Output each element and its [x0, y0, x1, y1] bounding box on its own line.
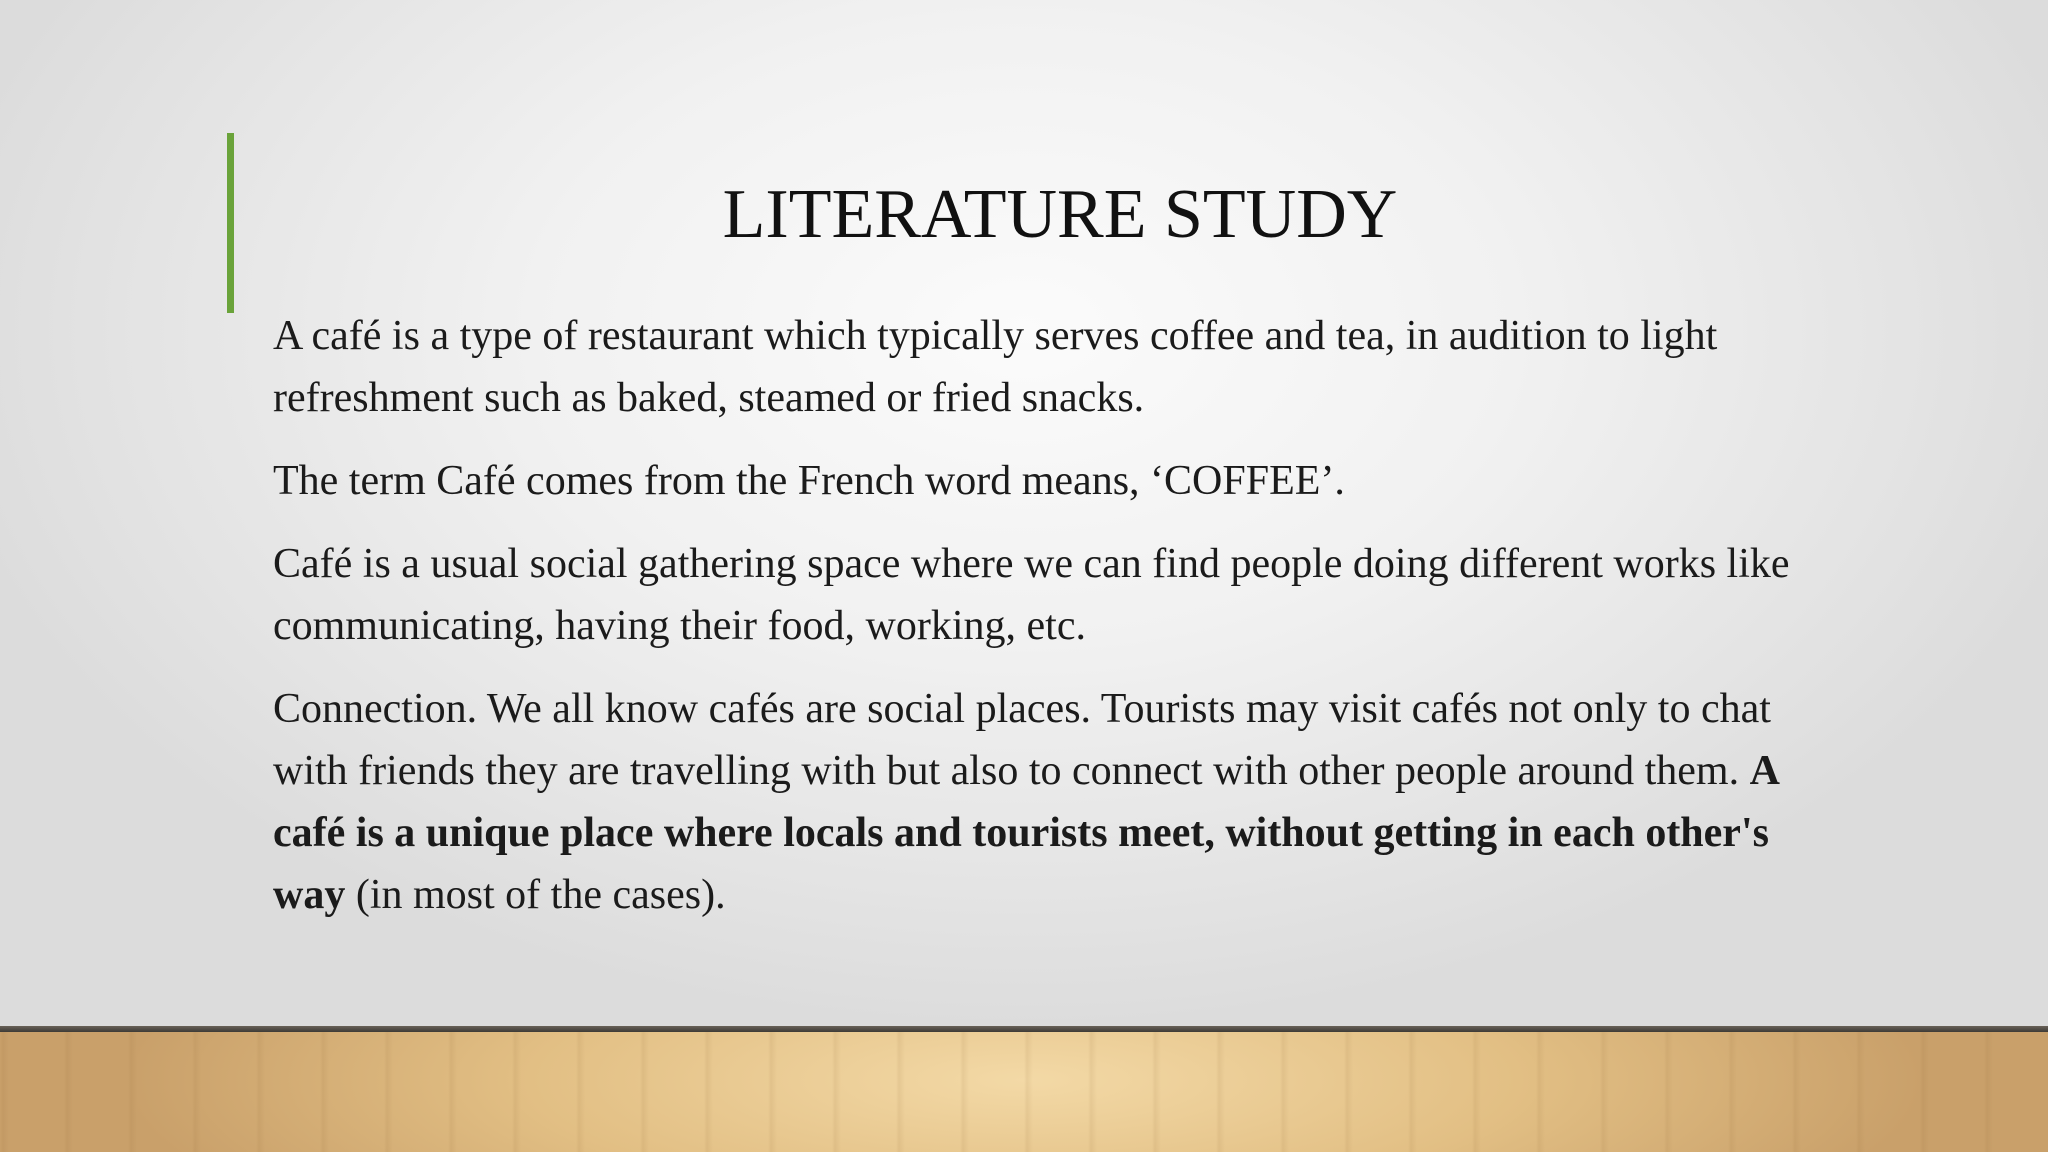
slide-body — [273, 305, 1833, 947]
paragraph-cafe-definition: A café is a type of restaurant which typically serves coffee and tea, in audition to light refreshment such as baked, steamed or fried snacks. — [273, 313, 1718, 421]
connection-bold-text: A café is a unique place where locals and tourists meet, without getting in each other's way — [273, 748, 1778, 918]
paragraph-social-space: Café is a usual social gathering space where we can find people doing different works like communicating, having their food, working, etc. — [273, 541, 1790, 649]
wood-floor — [0, 1032, 2048, 1152]
paragraph-connection — [273, 678, 1833, 926]
paragraph-term-origin: The term Café comes from the French word means, ‘COFFEE’. — [273, 458, 1345, 504]
slide-title: LITERATURE STUDY — [722, 176, 1398, 253]
connection-outro-text: (in most of the cases). — [345, 872, 726, 918]
title-accent-bar — [227, 133, 234, 313]
connection-intro-text: Connection. We all know cafés are social places. Tourists may visit cafés not only to chat with friends they are travelling with but also to connect with other people around them. — [273, 686, 1771, 794]
